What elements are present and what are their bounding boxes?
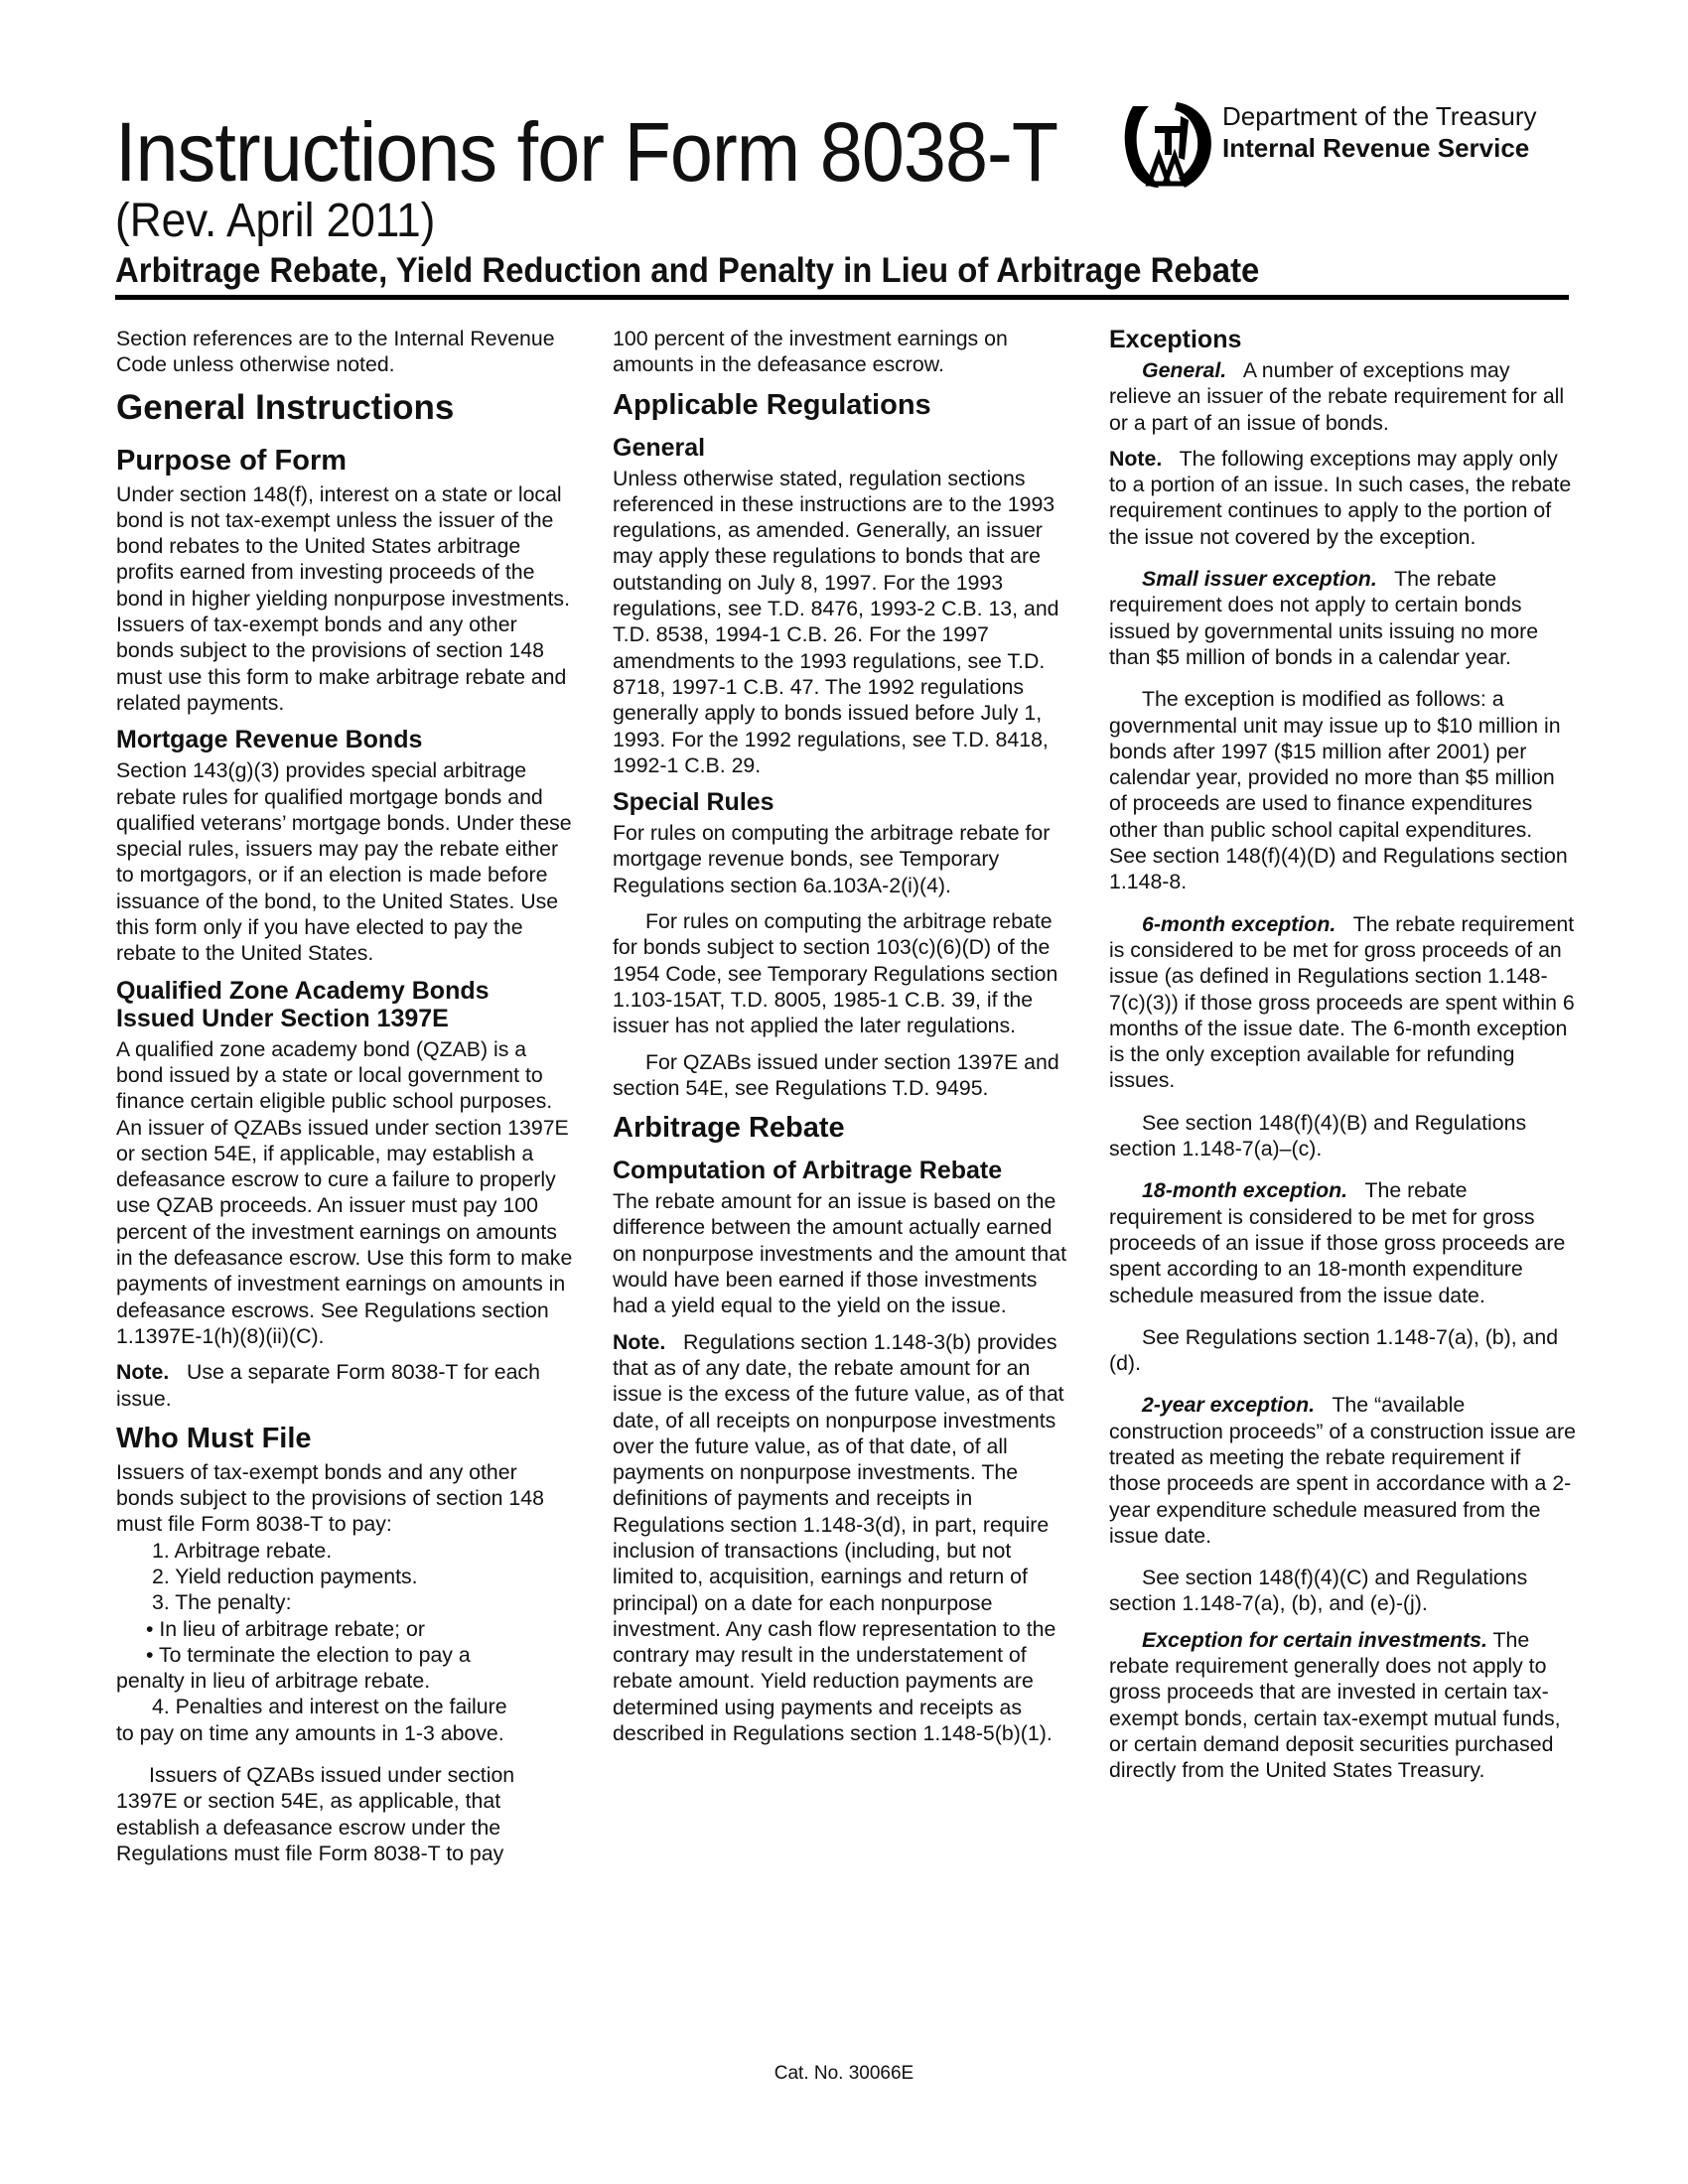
list-item: to pay on time any amounts in 1-3 above.	[116, 1720, 504, 1745]
heading-qzab: Qualified Zone Academy Bonds Issued Under Section 1397E	[116, 976, 490, 1032]
heading-who-must-file: Who Must File	[116, 1422, 312, 1454]
certain-investments-exception	[1109, 1627, 1576, 1784]
note-label: Note.	[1109, 446, 1163, 471]
qzab-paragraph: A qualified zone academy bond (QZAB) is a bond issued by a state or local government to finance certain eligible public school purposes. An issuer of QZABs issued under section 1397E or section 54E, if applicable, may establish a defeasance escrow to cure a failure to properly use QZAB proceeds. An issuer must pay 100 percent of the investment earnings on amounts in the defeasance escrow. Use this form to make payments of investment earnings on amounts in defeasance escrows. See Regulations section 1.1397E-1(h)(8)(ii)(C).	[116, 1036, 573, 1348]
list-item: 2. Yield reduction payments.	[152, 1564, 418, 1588]
column-3	[1109, 326, 1576, 1794]
header-rule	[115, 295, 1569, 300]
exceptions-general	[1109, 357, 1576, 436]
run-in-heading: 18-month exception.	[1142, 1178, 1348, 1203]
run-in-heading: General.	[1142, 358, 1227, 382]
run-in-heading: 2-year exception.	[1142, 1393, 1316, 1418]
list-item: • To terminate the election to pay a	[146, 1642, 471, 1667]
note-text: Regulations section 1.148-3(b) provides that as of any date, the rebate amount for an issue is the excess of the future value, as of that date, of all receipts on nonpurpose investments over the future value, as of that date, of all payments on nonpurpose investments. The definitions of payments and receipts in Regulations section 1.148-3(d), in part, require inclusion of transactions (including, but not limited to, acquisition, earnings and return of principal) on a date for each nonpurpose investment. Any cash flow representation to the contrary may result in the understatement of rebate amount. Yield reduction payments are determined using payments and receipts as described in Regulations section 1.148-5(b)(1).	[613, 1329, 1064, 1746]
run-in-heading: Small issuer exception.	[1142, 567, 1377, 592]
catalog-number: Cat. No. 30066E	[774, 2063, 914, 2084]
paragraph-text: The rebate requirement generally does not apply to gross proceeds that are invested in certain tax-exempt bonds, certain tax-exempt mutual funds, or certain demand deposit securities purchased directly from the United States Treasury.	[1109, 1627, 1561, 1783]
paragraph-text: The rebate requirement does not apply to certain bonds issued by governmental units issuing no more than $5 million of bonds in a calendar year.	[1109, 567, 1539, 669]
computation-note	[613, 1329, 1069, 1747]
heading-special-rules: Special Rules	[613, 788, 774, 817]
six-month-exception	[1109, 911, 1576, 1094]
run-in-heading: Exception for certain investments.	[1142, 1627, 1487, 1652]
note-separate-form	[116, 1359, 573, 1412]
eighteen-month-see: See Regulations section 1.148-7(a), (b), and (d).	[1109, 1324, 1559, 1376]
general-regulations-paragraph: Unless otherwise stated, regulation sections referenced in these instructions are to the 1993 regulations, as amended. Generally, an issuer may apply these regulations to bonds that are outstanding on July 8, 1997. For the 1993 regulations, see T.D. 8476, 1993-2 C.B. 13, and T.D. 8538, 1994-1 C.B. 26. For the 1997 amendments to the 1993 regulations, see T.D. 8718, 1997-1 C.B. 47. The 1992 regulations generally apply to bonds issued before July 1, 1993. For the 1992 regulations, see T.D. 8418, 1992-1 C.B. 29.	[613, 466, 1059, 777]
column-2	[613, 326, 1069, 1756]
eighteen-month-exception	[1109, 1177, 1576, 1307]
note-text: The following exceptions may apply only to a portion of an issue. In such cases, the rebate requirement continues to apply to the portion of the issue not covered by the exception.	[1109, 446, 1572, 549]
list-item: 4. Penalties and interest on the failure	[152, 1695, 507, 1719]
exception-modified: The exception is modified as follows: a governmental unit may issue up to $10 million in bonds after 1997 ($15 million after 2001) per calendar year, provided no more than $5 million of proceeds are used to finance expenditures other than public school capital expenditures. See section 148(f)(4)(D) and Regulations section 1.148-8.	[1109, 687, 1568, 894]
mortgage-paragraph: Section 143(g)(3) provides special arbitrage rebate rules for qualified mortgage bonds and qualified veterans’ mortgage bonds. Under these special rules, issuers may pay the rebate either to mortgagors, or if an election is made before issuance of the bond, to the United States. Use this form only if you have elected to pay the rebate to the United States.	[116, 758, 572, 966]
heading-arbitrage-rebate: Arbitrage Rebate	[613, 1112, 845, 1145]
who-intro: Issuers of tax-exempt bonds and any other bonds subject to the provisions of section 148 must file Form 8038-T to pay:	[116, 1459, 544, 1537]
paragraph-text: The rebate requirement is considered to be met for gross proceeds of an issue if those gross proceeds are spent according to an 18-month expenditure schedule measured from the issue date.	[1109, 1178, 1566, 1307]
who-must-file-list	[116, 1538, 573, 1746]
paragraph-text: The rebate requirement is considered to be met for gross proceeds of an issue (as defined in Regulations section 1.148-7(c)(3)) if those gross proceeds are spent within 6 months of the issue date. The 6-month exception is the only exception available for refunding issues.	[1109, 911, 1575, 1093]
special-rules-paragraph-3: For QZABs issued under section 1397E and section 54E, see Regulations T.D. 9495.	[613, 1049, 1059, 1100]
note-label: Note.	[613, 1329, 666, 1354]
column-1	[116, 326, 573, 1876]
revision-date: (Rev. April 2011)	[115, 195, 436, 247]
exceptions-note	[1109, 446, 1576, 550]
list-item: 3. The penalty:	[152, 1590, 292, 1615]
heading-general: General	[613, 433, 706, 462]
special-rules-paragraph-1: For rules on computing the arbitrage rebate for mortgage revenue bonds, see Temporary Regulations section 6a.103A-2(i)(4).	[613, 821, 1051, 897]
agency-name: Internal Revenue Service	[1222, 133, 1530, 163]
heading-exceptions: Exceptions	[1109, 326, 1242, 353]
note-label: Note.	[116, 1360, 170, 1385]
heading-purpose-of-form: Purpose of Form	[116, 444, 348, 477]
two-year-see: See section 148(f)(4)(C) and Regulations section 1.148-7(a), (b), and (e)-(j).	[1109, 1566, 1528, 1616]
qzab-continued: 100 percent of the investment earnings on amounts in the defeasance escrow.	[613, 327, 1008, 377]
heading-applicable-regulations: Applicable Regulations	[613, 388, 931, 421]
list-item: • In lieu of arbitrage rebate; or	[146, 1616, 425, 1641]
small-issuer-exception	[1109, 566, 1576, 670]
computation-paragraph: The rebate amount for an issue is based on the difference between the amount actually earned on nonpurpose investments and the amount that would have been earned if those investments had a yield equal to the yield on the issue.	[613, 1189, 1067, 1318]
special-rules-paragraph-2: For rules on computing the arbitrage rebate for bonds subject to section 103(c)(6)(D) of the 1954 Code, see Temporary Regulations section 1.103-15AT, T.D. 8005, 1985-1 C.B. 39, if the issuer has not applied the later regulations.	[613, 909, 1058, 1038]
heading-computation: Computation of Arbitrage Rebate	[613, 1157, 1003, 1185]
agency-department: Department of the Treasury	[1222, 101, 1537, 131]
list-item: 1. Arbitrage rebate.	[152, 1538, 333, 1563]
note-text: Use a separate Form 8038-T for each issue.	[116, 1360, 540, 1411]
run-in-heading: 6-month exception.	[1142, 911, 1336, 936]
document-subtitle: Arbitrage Rebate, Yield Reduction and Penalty in Lieu of Arbitrage Rebate	[115, 251, 1260, 290]
six-month-see: See section 148(f)(4)(B) and Regulations section 1.148-7(a)–(c).	[1109, 1110, 1527, 1161]
heading-mortgage-revenue-bonds: Mortgage Revenue Bonds	[116, 726, 423, 754]
document-title: Instructions for Form 8038-T	[115, 105, 1058, 199]
section-references-note: Section references are to the Internal Revenue Code unless otherwise noted.	[116, 327, 555, 377]
agency-block	[1222, 100, 1536, 164]
two-year-exception	[1109, 1392, 1576, 1549]
irs-eagle-logo-icon	[1119, 98, 1214, 190]
list-item: penalty in lieu of arbitrage rebate.	[116, 1669, 431, 1694]
purpose-paragraph: Under section 148(f), interest on a state or local bond is not tax-exempt unless the issuer of the bond rebates to the United States arbitrage profits earned from investing proceeds of the bond in higher yielding nonpurpose investments. Issuers of tax-exempt bonds and any other bonds subject to the provisions of section 148 must use this form to make arbitrage rebate and related payments.	[116, 481, 570, 715]
heading-general-instructions: General Instructions	[116, 387, 455, 427]
who-qzab-paragraph: Issuers of QZABs issued under section 1397E or section 54E, as applicable, that establish a defeasance escrow under the Regulations must file Form 8038-T to pay	[116, 1763, 515, 1865]
paragraph-text: The “available construction proceeds” of a construction issue are treated as meeting the rebate requirement if those proceeds are spent in accordance with a 2-year expenditure schedule measured from the issue date.	[1109, 1393, 1576, 1548]
paragraph-text: A number of exceptions may relieve an issuer of the rebate requirement for all or a part of an issue of bonds.	[1109, 358, 1565, 435]
